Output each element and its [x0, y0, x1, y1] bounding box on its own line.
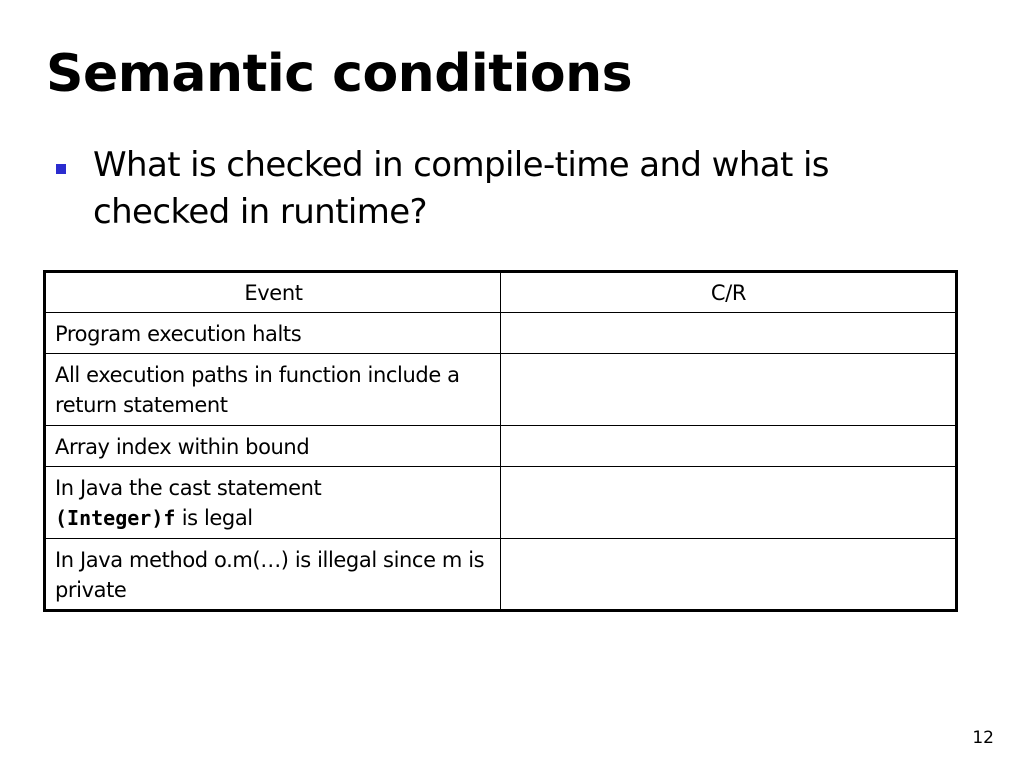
header-cr: C/R — [501, 272, 957, 313]
page-number: 12 — [972, 728, 994, 748]
code-snippet: (Integer)f — [55, 506, 176, 530]
event-text-suffix: is legal — [175, 506, 253, 530]
answer-cell — [501, 354, 957, 426]
table-row — [45, 467, 957, 539]
event-text: In Java the cast statement — [55, 476, 322, 500]
answer-cell — [501, 539, 957, 611]
event-cell — [45, 467, 501, 539]
events-table — [43, 270, 958, 612]
event-cell: All execution paths in function include a return statement — [45, 354, 501, 426]
table-row — [45, 426, 957, 467]
answer-cell — [501, 313, 957, 354]
table-row — [45, 539, 957, 611]
table-row — [45, 313, 957, 354]
table-row — [45, 354, 957, 426]
event-cell: In Java method o.m(…) is illegal since m is private — [45, 539, 501, 611]
header-event: Event — [45, 272, 501, 313]
answer-cell — [501, 426, 957, 467]
event-cell: Array index within bound — [45, 426, 501, 467]
event-cell: Program execution halts — [45, 313, 501, 354]
table-header-row — [45, 272, 957, 313]
bullet-text: What is checked in compile-time and what is checked in runtime? — [93, 145, 829, 232]
answer-cell — [501, 467, 957, 539]
slide-title: Semantic conditions — [46, 44, 633, 104]
square-bullet-icon — [56, 164, 66, 174]
